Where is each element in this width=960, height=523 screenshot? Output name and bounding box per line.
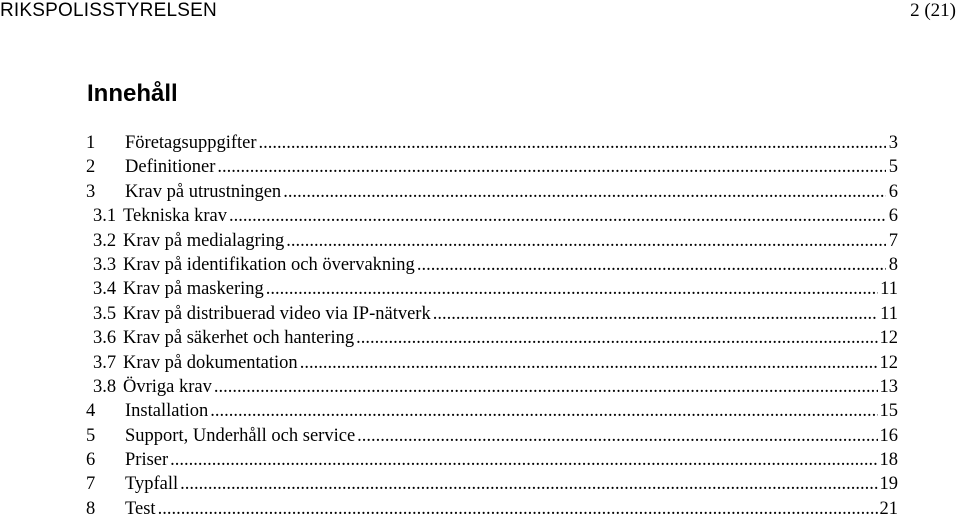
toc-entry-number: 3.1 xyxy=(93,206,117,227)
toc-entry-number: 2 xyxy=(86,157,96,178)
toc-entry-number: 6 xyxy=(86,450,96,471)
toc-entry-number: 8 xyxy=(86,498,96,519)
dot-leader xyxy=(356,327,877,349)
toc-entry-page[interactable]: 21 xyxy=(879,498,898,519)
dot-leader xyxy=(229,205,886,227)
dot-leader xyxy=(170,449,877,471)
dot-leader xyxy=(433,303,878,325)
toc-entry-title[interactable]: Krav på distribuerad video via IP-nätverk xyxy=(123,303,431,324)
toc-entry-page[interactable]: 6 xyxy=(888,181,898,202)
toc-entry-page[interactable]: 11 xyxy=(880,303,898,324)
toc-entry-title[interactable]: Installation xyxy=(125,401,209,422)
dot-leader xyxy=(417,254,886,276)
toc-entry[interactable] xyxy=(86,205,898,229)
dot-leader xyxy=(283,181,886,203)
toc-heading: Innehåll xyxy=(87,80,178,107)
toc-entry-page[interactable]: 11 xyxy=(880,279,898,300)
dot-leader xyxy=(210,400,877,422)
toc-entry-number: 3.3 xyxy=(93,254,117,275)
organization-name: RIKSPOLISSTYRELSEN xyxy=(0,0,217,21)
toc-entry-page[interactable]: 18 xyxy=(879,450,898,471)
toc-entry-number: 3.5 xyxy=(93,303,117,324)
toc-entry-number: 3 xyxy=(86,181,96,202)
toc-entry-page[interactable]: 16 xyxy=(879,425,898,446)
toc-entry-number: 3.7 xyxy=(93,352,117,373)
toc-entry-page[interactable]: 5 xyxy=(888,157,898,178)
toc-entry-page[interactable]: 13 xyxy=(879,376,898,397)
toc-entry-number: 7 xyxy=(86,474,96,495)
toc-entry[interactable] xyxy=(86,376,898,400)
toc-entry-title[interactable]: Krav på maskering xyxy=(123,279,264,300)
toc-entry[interactable] xyxy=(86,181,898,205)
dot-leader xyxy=(214,376,878,398)
toc-entry-number: 1 xyxy=(86,133,96,153)
toc-entry-number: 3.2 xyxy=(93,230,117,251)
toc-entry[interactable] xyxy=(86,449,898,473)
toc-entry-title[interactable]: Test xyxy=(125,498,156,519)
toc-entry-page[interactable]: 19 xyxy=(879,474,898,495)
toc-entry[interactable] xyxy=(86,327,898,351)
toc-entry-title[interactable]: Priser xyxy=(125,450,169,471)
table-of-contents xyxy=(86,132,898,522)
toc-entry[interactable] xyxy=(86,303,898,327)
dot-leader xyxy=(217,156,886,178)
toc-entry-title[interactable]: Företagsuppgifter xyxy=(125,133,257,153)
toc-entry-number: 3.8 xyxy=(93,376,117,397)
dot-leader xyxy=(266,278,878,300)
toc-entry-title[interactable]: Typfall xyxy=(125,474,179,495)
dot-leader xyxy=(259,132,886,154)
toc-entry-title[interactable]: Krav på medialagring xyxy=(123,230,285,251)
toc-entry-number: 4 xyxy=(86,401,96,422)
toc-entry-page[interactable]: 7 xyxy=(888,230,898,251)
page-indicator: 2 (21) xyxy=(910,0,956,21)
toc-entry-page[interactable]: 12 xyxy=(879,328,898,349)
toc-entry-number: 3.6 xyxy=(93,328,117,349)
toc-entry-page[interactable]: 8 xyxy=(888,254,898,275)
toc-entry-page[interactable]: 15 xyxy=(879,401,898,422)
toc-entry-number: 5 xyxy=(86,425,96,446)
dot-leader xyxy=(357,425,877,447)
toc-entry-title[interactable]: Övriga krav xyxy=(123,376,212,397)
toc-entry[interactable] xyxy=(86,156,898,180)
dot-leader xyxy=(180,473,877,495)
toc-entry[interactable] xyxy=(86,473,898,497)
toc-entry-title[interactable]: Support, Underhåll och service xyxy=(125,425,356,446)
toc-entry-page[interactable]: 3 xyxy=(888,133,898,153)
toc-entry[interactable] xyxy=(86,498,898,522)
toc-entry-title[interactable]: Krav på säkerhet och hantering xyxy=(123,328,355,349)
toc-entry[interactable] xyxy=(86,230,898,254)
toc-entry[interactable] xyxy=(86,400,898,424)
toc-entry[interactable] xyxy=(86,254,898,278)
toc-entry[interactable] xyxy=(86,425,898,449)
toc-entry-title[interactable]: Definitioner xyxy=(125,157,216,178)
toc-entry-page[interactable]: 12 xyxy=(879,352,898,373)
dot-leader xyxy=(286,230,886,252)
dot-leader xyxy=(300,352,878,374)
toc-entry-title[interactable]: Krav på dokumentation xyxy=(123,352,298,373)
toc-entry-title[interactable]: Tekniska krav xyxy=(123,206,228,227)
toc-entry-page[interactable]: 6 xyxy=(888,206,898,227)
toc-entry-title[interactable]: Krav på utrustningen xyxy=(125,181,282,202)
toc-entry[interactable] xyxy=(86,132,898,156)
dot-leader xyxy=(158,498,878,520)
toc-entry[interactable] xyxy=(86,352,898,376)
toc-entry-title[interactable]: Krav på identifikation och övervakning xyxy=(123,254,415,275)
toc-entry-number: 3.4 xyxy=(93,279,117,300)
toc-entry[interactable] xyxy=(86,278,898,302)
